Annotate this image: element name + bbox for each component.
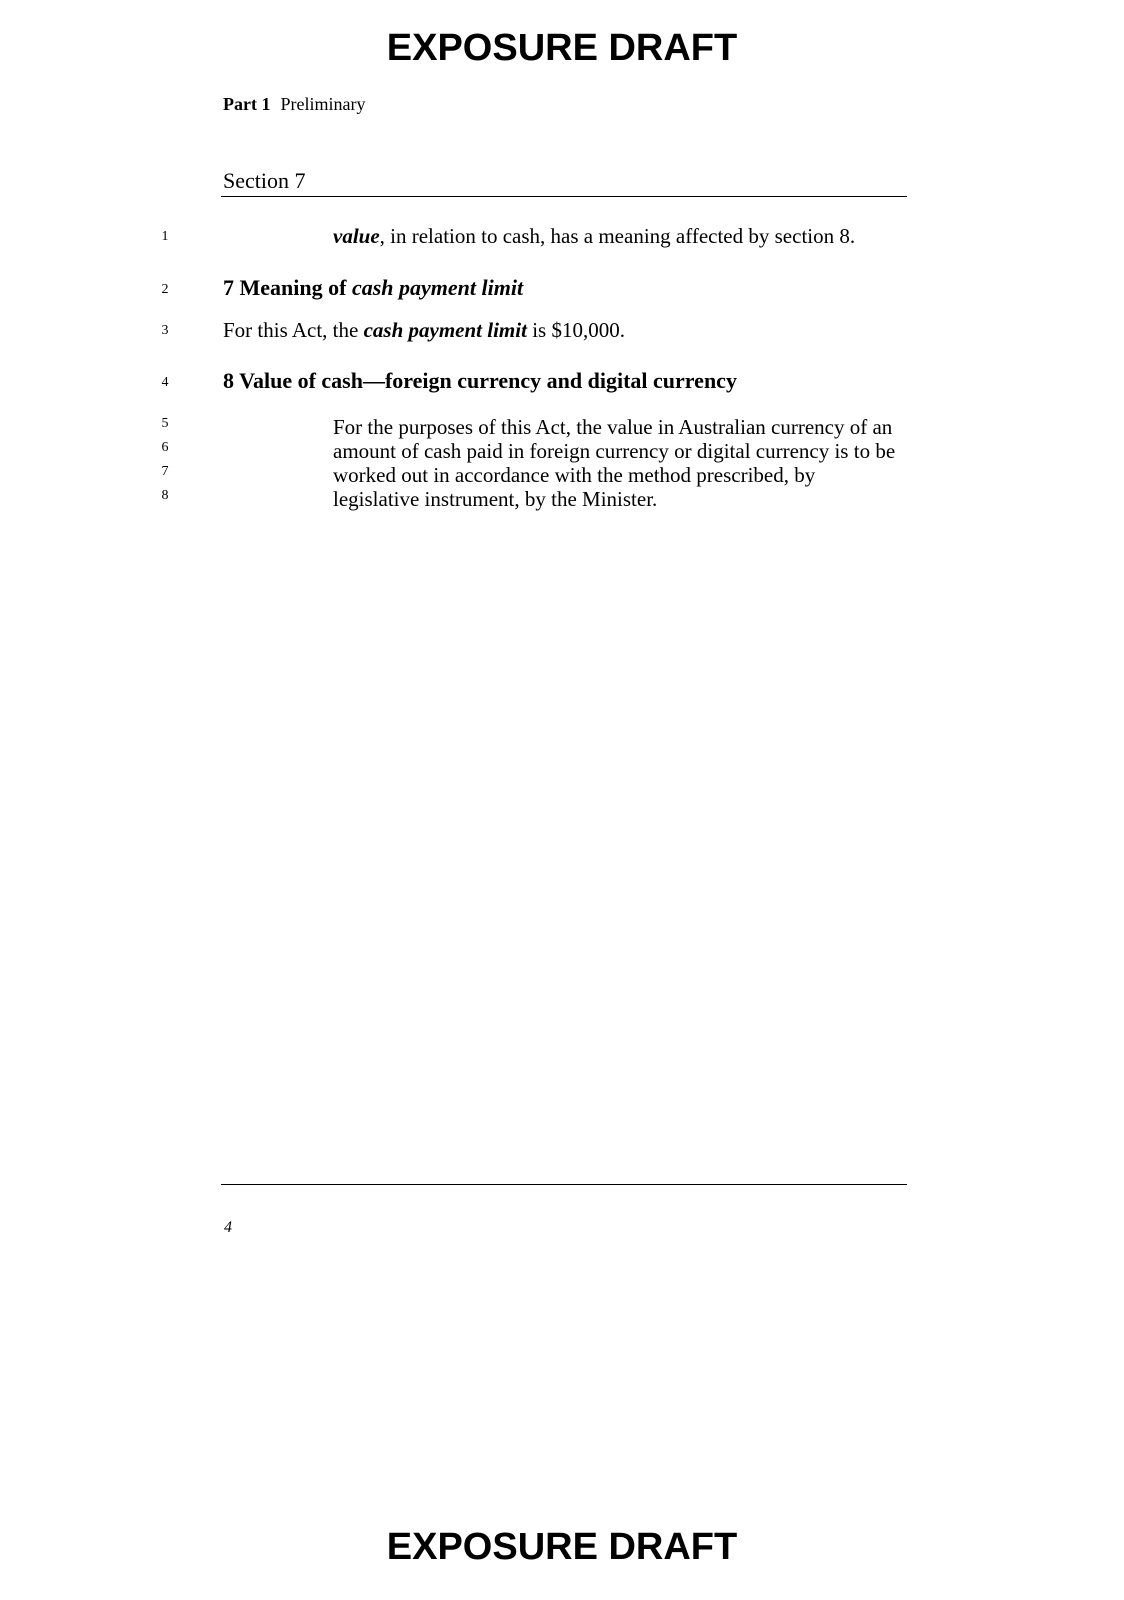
line-number: 1 <box>161 229 169 244</box>
header-rule <box>221 196 907 197</box>
section-7-heading <box>223 274 523 302</box>
section-7-heading-prefix: 7 Meaning of <box>223 275 352 300</box>
line-number: 3 <box>161 323 169 338</box>
part-number: Part 1 <box>223 94 271 114</box>
paragraph-line: worked out in accordance with the method prescribed, by <box>333 463 816 487</box>
line-number: 4 <box>161 375 169 390</box>
section-7-heading-term: cash payment limit <box>351 275 524 300</box>
line-number: 7 <box>161 464 169 479</box>
section-7-body-term: cash payment limit <box>363 318 527 342</box>
definition-value <box>333 223 855 249</box>
exposure-draft-banner-bottom: EXPOSURE DRAFT <box>386 1526 738 1568</box>
section-8-paragraph <box>333 415 895 511</box>
section-8-heading: 8 Value of cash—foreign currency and digital currency <box>223 368 737 393</box>
section-7-body-suffix: is $10,000. <box>526 318 625 342</box>
line-number: 2 <box>161 282 169 297</box>
line-number: 6 <box>161 440 169 455</box>
paragraph-line: For the purposes of this Act, the value in Australian currency of an <box>333 415 893 439</box>
paragraph-line: amount of cash paid in foreign currency or digital currency is to be <box>333 439 896 463</box>
definition-text: , in relation to cash, has a meaning affected by section 8. <box>379 224 856 248</box>
line-number: 5 <box>161 416 169 431</box>
footer-rule <box>221 1184 907 1185</box>
section-7-body <box>223 317 625 343</box>
paragraph-line: legislative instrument, by the Minister. <box>333 487 658 511</box>
exposure-draft-banner-top: EXPOSURE DRAFT <box>386 27 738 69</box>
running-head <box>223 92 365 116</box>
part-title: Preliminary <box>280 94 366 114</box>
section-7-body-prefix: For this Act, the <box>223 318 364 342</box>
defined-term: value <box>333 224 380 248</box>
page-number: 4 <box>224 1219 232 1236</box>
line-number: 8 <box>161 488 169 503</box>
section-header: Section 7 <box>223 168 306 193</box>
